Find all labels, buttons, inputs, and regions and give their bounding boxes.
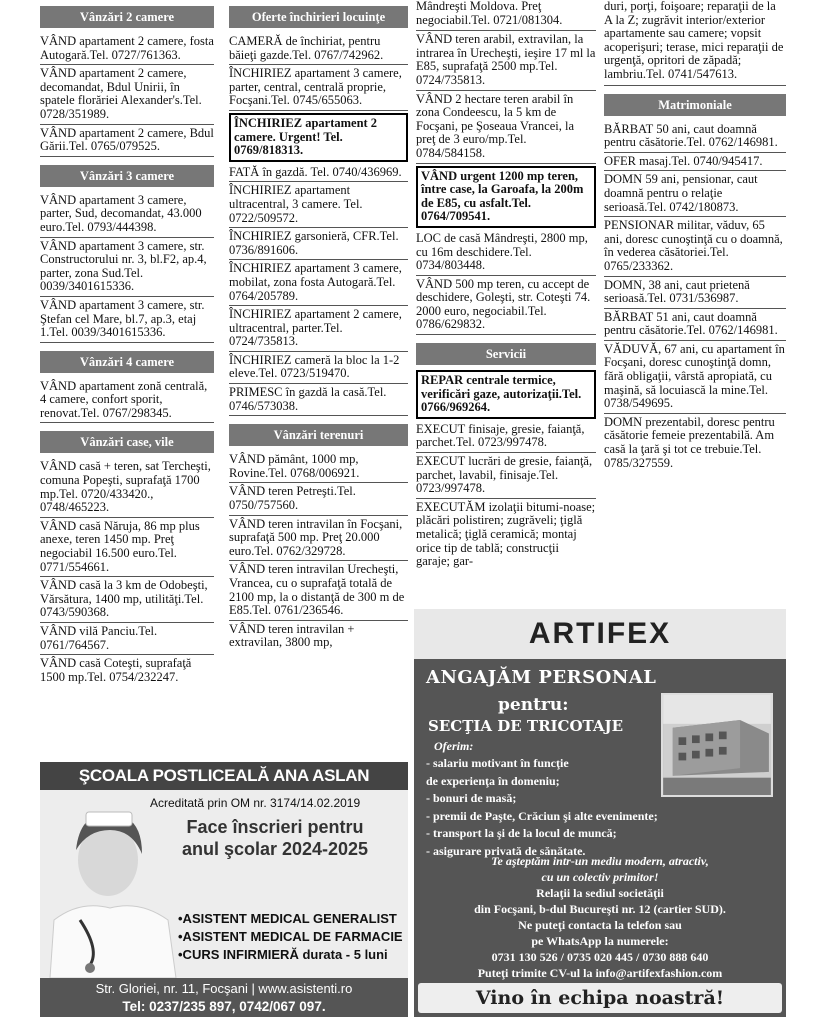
section-header-2-rooms: Vânzări 2 camere	[40, 6, 214, 28]
school-advertisement	[40, 762, 408, 1017]
classified-ad: PRIMESC în gazdă la casă.Tel. 0746/573038.	[229, 384, 408, 416]
boxed-ad-land: VÂND urgent 1200 mp teren, între case, la Garoafa, la 200m de E85, cu asfalt.Tel. 0764/709541.	[416, 166, 596, 228]
classified-ad: DOMN prezentabil, doresc pentru căsătorie femeie prezentabilă. Am casă la ţară şi tot ce trebuie.Tel. 0785/327559.	[604, 414, 775, 470]
enrollment-line-2: anul şcolar 2024-2025	[181, 839, 369, 859]
classified-ad: ÎNCHIRIEZ apartament 3 camere, parter, central, centrală proprie, Focşani.Tel. 0745/655063.	[229, 65, 408, 111]
section-header-land: Vânzări terenuri	[229, 424, 408, 446]
classified-ad: VÂND apartament 2 camere, Bdul Gării.Tel. 0765/079525.	[40, 125, 214, 157]
continued-ad: Mândreşti Moldova. Preţ negociabil.Tel. 0721/081304.	[416, 0, 596, 31]
tagline-line	[414, 869, 786, 885]
section-header-matrimonial: Matrimoniale	[604, 94, 786, 116]
ads-3-rooms	[40, 192, 214, 343]
section-header-4-rooms: Vânzări 4 camere	[40, 351, 214, 373]
boxed-ad-rental: ÎNCHIRIEZ apartament 2 camere. Urgent! Tel. 0769/818313.	[229, 113, 408, 162]
classified-ad: CAMERĂ de închiriat, pentru băieţi gazde.Tel. 0767/742962.	[229, 33, 408, 65]
classified-ad: VÂND casă Năruja, 86 mp plus anexe, teren 1450 mp. Preţ negociabil 16.500 euro.Tel. 0771/554661.	[40, 518, 214, 577]
classified-ad: VÂND apartament 2 camere, fosta Autogară.Tel. 0727/761363.	[40, 33, 214, 65]
classified-ad: VÂND casă + teren, sat Tercheşti, comuna Popeşti, suprafaţă 1700 mp.Tel. 0720/433420., 0748/465223.	[40, 458, 214, 517]
continued-ad-services: duri, porţi, foişoare; reparaţii de la A la Z; zugrăvit interior/exterior apartamente sau camere; vopsit acoperişuri; terase, mici reparaţii de urgenţă, opritori de zăpadă; lambriu.Tel. 0741/547613.	[604, 0, 786, 86]
tagline-line	[414, 853, 786, 869]
classified-ad: VÂND apartament 3 camere, str. Constructorului nr. 3, bl.F2, ap.4, parter, zona Sud.Tel. 0039/3401615336.	[40, 238, 214, 297]
benefits-list	[426, 755, 658, 860]
column-2	[229, 0, 408, 652]
ads-rentals-a	[229, 33, 408, 111]
school-address: Str. Gloriei, nr. 11, Focşani | www.asistenti.ro	[95, 981, 353, 996]
contact-email: Puteţi trimite CV-ul la info@artifexfashion.com	[477, 966, 723, 980]
contact-info	[414, 853, 786, 981]
course-list	[178, 910, 403, 964]
ads-land-cont-b	[416, 230, 596, 335]
boxed-ad-services: REPAR centrale termice, verificări gaze, autorizaţii.Tel. 0766/969264.	[416, 370, 596, 419]
school-footer	[40, 978, 408, 1017]
course-item: •CURS INFIRMIERĂ durata - 5 luni	[178, 947, 388, 962]
classified-ad: BĂRBAT 50 ani, caut doamnă pentru căsătorie.Tel. 0762/146981.	[604, 121, 786, 153]
ads-4-rooms	[40, 378, 214, 424]
section-header-rentals: Oferte închirieri locuinţe	[229, 6, 408, 28]
classified-ad: EXECUT finisaje, gresie, faianţă, parchet.Tel. 0723/997478.	[416, 421, 596, 453]
tagline-1: Te aşteptăm intr-un mediu modern, atractiv,	[491, 854, 709, 868]
hiring-headline: ANGAJĂM PERSONAL	[426, 667, 657, 688]
classified-ad: VÂND teren arabil, extravilan, la intrarea în Urecheşti, ieşire 17 ml la E85, suprafaţă 2500 mp.Tel. 0724/735813.	[416, 31, 596, 90]
classified-ad: VÂND teren Petreşti.Tel. 0750/757560.	[229, 483, 408, 515]
classified-ad: VÂND casă Coteşti, suprafaţă 1500 mp.Tel. 0754/232247.	[40, 656, 192, 684]
classified-ad: ÎNCHIRIEZ apartament 3 camere, mobilat, zona fosta Autogară.Tel. 0764/205789.	[229, 260, 408, 306]
ads-land	[229, 451, 408, 652]
classified-ad: LOC de casă Mândreşti, 2800 mp, cu 16m deschidere.Tel. 0734/803448.	[416, 230, 596, 276]
classified-ad: BĂRBAT 51 ani, caut doamnă pentru căsătorie.Tel. 0762/146981.	[604, 309, 786, 341]
classified-ad: VÂND teren intravilan în Focşani, suprafaţă 500 mp. Preţ 20.000 euro.Tel. 0762/329728.	[229, 516, 408, 562]
contact-line: Ne puteţi contacta la telefon sau	[518, 918, 682, 932]
department-name: SECŢIA DE TRICOTAJE	[428, 717, 624, 735]
benefit-item: - bonuri de masă;	[426, 791, 517, 805]
artifex-advertisement	[414, 609, 786, 1017]
contact-address: din Focşani, b-dul Bucureşti nr. 12 (cartier SUD).	[474, 902, 726, 916]
classified-ad: VÂND apartament 3 camere, str. Ştefan cel Mare, bl.7, ap.3, etaj 1.Tel. 0039/3401615336.	[40, 297, 214, 343]
section-header-services: Servicii	[416, 343, 596, 365]
offer-label: Oferim:	[434, 739, 474, 753]
ads-services	[416, 421, 596, 571]
classified-ad: FATĂ în gazdă. Tel. 0740/436969.	[229, 164, 408, 183]
classified-ad: VÂND pământ, 1000 mp, Rovine.Tel. 0768/006921.	[229, 451, 408, 483]
classified-ad: VÂND casă la 3 km de Odobeşti, Vărsătura, 1400 mp, utilităţi.Tel. 0743/590368.	[40, 577, 214, 623]
ads-land-cont-a	[416, 31, 596, 163]
ads-rentals-b	[229, 164, 408, 417]
classified-ad: VÂND vilă Panciu.Tel. 0761/764567.	[40, 623, 214, 655]
classified-ad: EXECUTĂM izolaţii bitumi-noase; plăcări polistiren; zugrăveli; ţiglă metalică; ţiglă ceramică; montaj orice tip de tablă; construcţii garaje; gar-	[416, 499, 596, 569]
classified-ad: EXECUT lucrări de gresie, faianţă, parchet, lavabil, finisaje.Tel. 0723/997478.	[416, 453, 596, 499]
school-phone: Tel: 0237/235 897, 0742/067 097.	[122, 999, 326, 1014]
benefit-item: - transport la şi de la locul de muncă;	[426, 826, 617, 840]
factory-building-photo	[661, 693, 773, 797]
benefit-item: de experienţa în domeniu;	[426, 773, 560, 788]
ads-2-rooms	[40, 33, 214, 157]
classified-ad: VÂND 500 mp teren, cu accept de deschidere, Goleşti, str. Coteşti 74. 2000 euro, negociabil.Tel. 0786/629832.	[416, 276, 596, 335]
classified-ad: ÎNCHIRIEZ apartament ultracentral, 3 camere. Tel. 0722/509572.	[229, 182, 408, 228]
classified-ad: VÂND apartament 2 camere, decomandat, Bdul Unirii, în spatele florăriei Alexander's.Tel. 0728/351989.	[40, 65, 214, 124]
classified-ad: ÎNCHIRIEZ cameră la bloc la 1-2 eleve.Tel. 0723/519470.	[229, 352, 408, 384]
nurse-photo	[40, 790, 180, 978]
enrollment-line-1: Face înscrieri pentru	[186, 817, 364, 837]
classified-ad: ÎNCHIRIEZ garsonieră, CFR.Tel. 0736/891606.	[229, 228, 408, 260]
classified-ad: VÂND 2 hectare teren arabil în zona Condeescu, la 5 km de Focşani, pe Şoseaua Vrancei, la preţ de 3 euro/mp.Tel. 0784/584158.	[416, 91, 596, 164]
section-header-3-rooms: Vânzări 3 camere	[40, 165, 214, 187]
benefit-item: - asigurare privată de sănătate.	[426, 843, 586, 858]
classified-ad: ÎNCHIRIEZ apartament 2 camere, ultracentral, parter.Tel. 0724/735813.	[229, 306, 408, 352]
classified-ad: VĂDUVĂ, 67 ani, cu apartament în Focşani, doresc cunoştinţă domn, fără obligaţii, vârstă apropiată, cu maşină, să locuiască la mine.Tel. 0738/549695.	[604, 341, 786, 414]
classified-ad: DOMN, 38 ani, caut prietenă serioasă.Tel. 0731/536987.	[604, 277, 786, 309]
classified-ad: OFER masaj.Tel. 0740/945417.	[604, 153, 786, 172]
classified-ad: PENSIONAR militar, văduv, 65 ani, doresc cunoştinţă cu o doamnă, în vederea căsătoriei.Tel. 0765/233362.	[604, 217, 786, 276]
section-header-houses: Vânzări case, vile	[40, 431, 214, 453]
classified-ad: VÂND teren intravilan + extravilan, 3800 mp,	[229, 621, 355, 650]
join-team-banner: Vino în echipa noastră!	[418, 983, 782, 1013]
artifex-logo: ARTIFEX	[414, 609, 786, 659]
hiring-for: pentru:	[498, 695, 569, 715]
ads-matrimonial	[604, 121, 786, 473]
column-4	[604, 0, 786, 472]
course-item: •ASISTENT MEDICAL DE FARMACIE	[178, 929, 403, 944]
school-ad-body	[40, 790, 408, 978]
classified-ad: VÂND teren intravilan Urecheşti, Vrancea, cu o suprafaţă totală de 2100 mp, la o distanţă de 300 m de E85.Tel. 0761/236546.	[229, 561, 408, 620]
classified-ad: VÂND apartament 3 camere, parter, Sud, decomandat, 43.000 euro.Tel. 0793/444398.	[40, 192, 214, 238]
course-item: •ASISTENT MEDICAL GENERALIST	[178, 911, 397, 926]
classified-ad: DOMN 59 ani, pensionar, caut doamnă pentru o relaţie serioasă.Tel. 0742/180873.	[604, 171, 786, 217]
contact-phones: 0731 130 526 / 0735 020 445 / 0730 888 640	[491, 950, 709, 964]
enrollment-headline	[160, 816, 390, 860]
ads-houses	[40, 458, 214, 686]
contact-line: pe WhatsApp la numerele:	[531, 934, 669, 948]
accreditation-text: Acreditată prin OM nr. 3174/14.02.2019	[150, 796, 361, 810]
school-title: ŞCOALA POSTLICEALĂ ANA ASLAN	[40, 762, 408, 790]
column-1	[40, 0, 214, 686]
contact-line: Relaţii la sediul societăţii	[536, 886, 664, 900]
benefit-item: - salariu motivant în funcţie	[426, 756, 569, 770]
benefit-item: - premii de Paşte, Crăciun şi alte evenimente;	[426, 808, 658, 823]
tagline-2: cu un colectiv primitor!	[541, 870, 659, 884]
column-3	[416, 0, 596, 571]
classified-ad: VÂND apartament zonă centrală, 4 camere, confort sporit, renovat.Tel. 0767/298345.	[40, 378, 214, 424]
